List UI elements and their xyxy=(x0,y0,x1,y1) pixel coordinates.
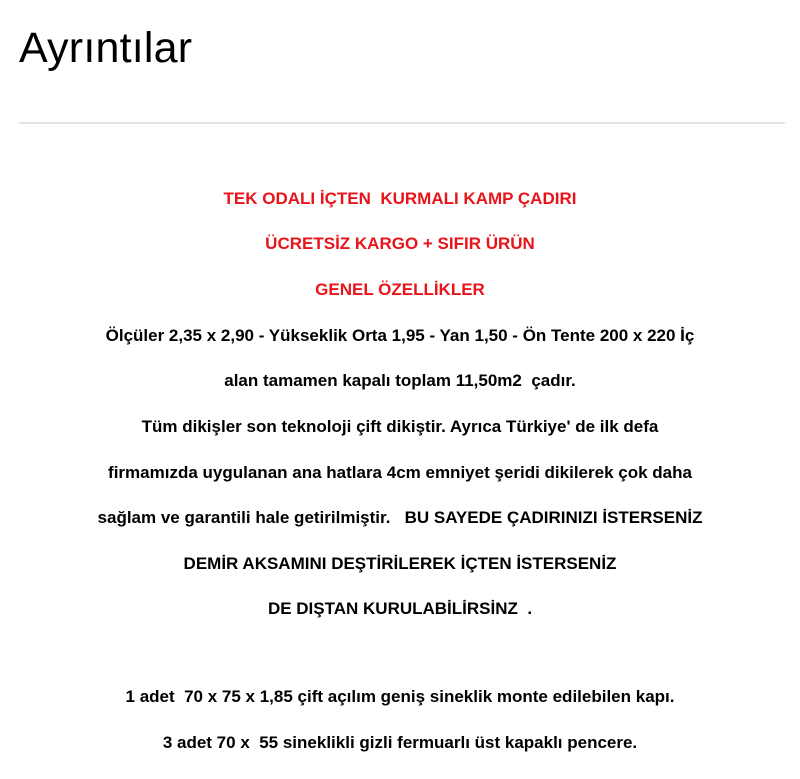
description-headline: TEK ODALI İÇTEN KURMALI KAMP ÇADIRI xyxy=(223,189,577,208)
description-section-title: GENEL ÖZELLİKLER xyxy=(315,280,485,299)
page-title: Ayrıntılar xyxy=(19,24,193,72)
description-text-line: DE DIŞTAN KURULABİLİRSİNZ . xyxy=(267,599,533,618)
description-text-line: DEMİR AKSAMINI DEŞTİRİLEREK İÇTEN İSTERSENİZ xyxy=(183,554,617,573)
description-text-line: sağlam ve garantili hale getirilmiştir. BU SAYEDE ÇADIRINIZI İSTERSENİZ xyxy=(97,508,703,527)
description-shipping-note: ÜCRETSİZ KARGO + SIFIR ÜRÜN xyxy=(265,234,535,253)
feature-line-door: 1 adet 70 x 75 x 1,85 çift açılım geniş sineklik monte edilebilen kapı. xyxy=(125,687,675,706)
description-text-line: Ölçüler 2,35 x 2,90 - Yükseklik Orta 1,95 - Yan 1,50 - Ön Tente 200 x 220 İç xyxy=(105,326,695,345)
section-divider xyxy=(19,122,785,124)
description-text-line: firmamızda uygulanan ana hatlara 4cm emniyet şeridi dikilerek çok daha xyxy=(108,463,692,482)
feature-line-window: 3 adet 70 x 55 sineklikli gizli fermuarlı üst kapaklı pencere. xyxy=(162,733,638,752)
description-text-line: Tüm dikişler son teknoloji çift dikiştir. Ayrıca Türkiye' de ilk defa xyxy=(141,417,659,436)
description-text-line: alan tamamen kapalı toplam 11,50m2 çadır. xyxy=(224,371,576,390)
